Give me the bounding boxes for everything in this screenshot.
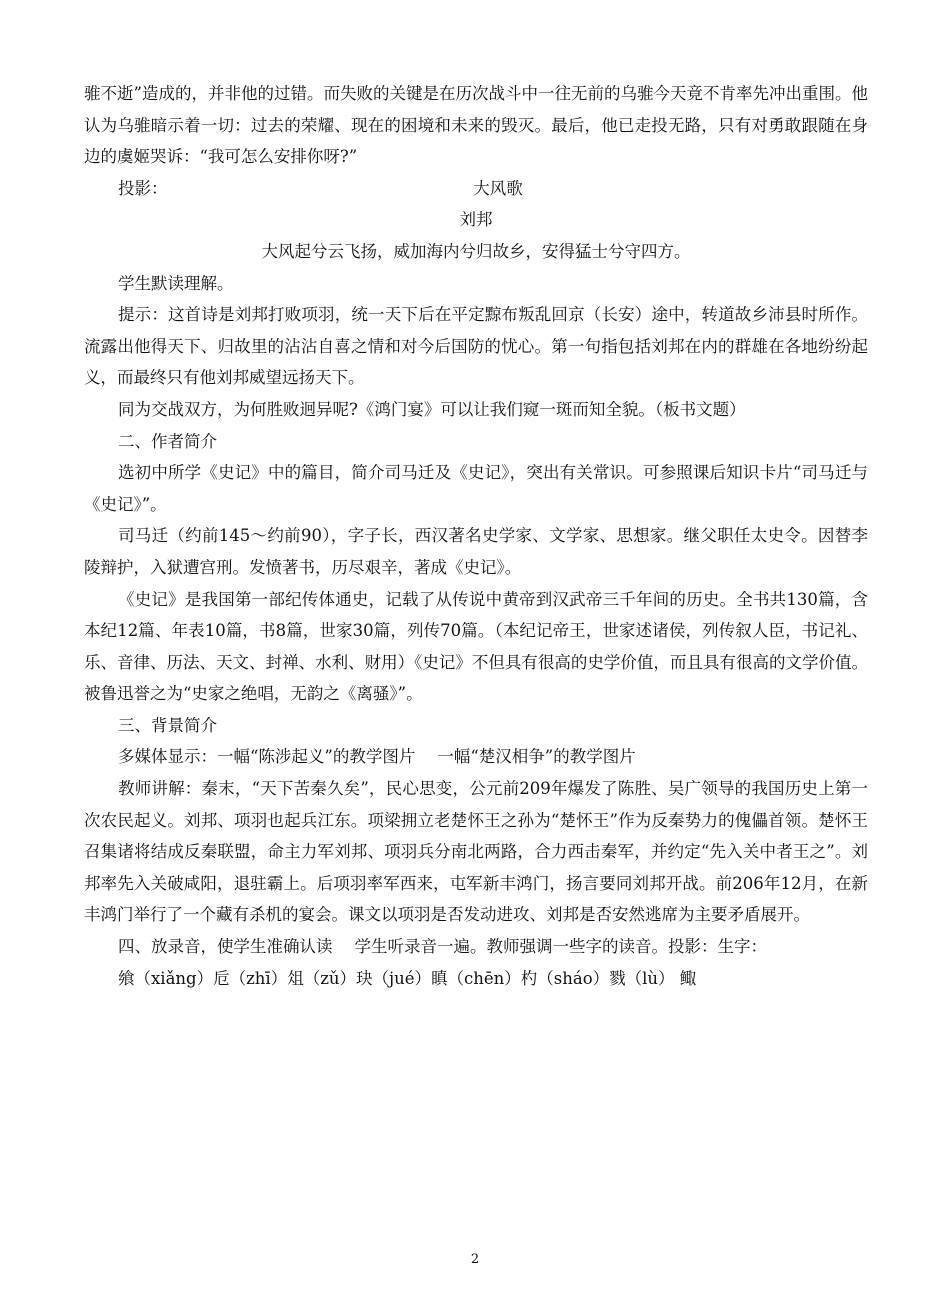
paragraph-recording [84,931,868,963]
poem-text: 大风起兮云飞扬，威加海内兮归故乡，安得猛士兮守四方。 [261,241,691,261]
paragraph-sima-qian: 司马迁（约前145～约前90），字子长，西汉著名史学家、文学家、思想家。继父职任太史令。因替李陵辩护，入狱遭宫刑。发愤著书，历尽艰辛，著成《史记》。 [84,526,868,577]
projection-label: 投影： [118,178,168,198]
projection-poem-title-line [84,173,868,205]
paragraph-hint: 提示：这首诗是刘邦打败项羽，统一天下后在平定黥布叛乱回京（长安）途中，转道故乡沛县时所作。流露出他得天下、归故里的沾沾自喜之情和对今后国防的忧心。第一句指包括刘邦在内的群雄在各地纷纷起义，而最终只有他刘邦威望远扬天下。 [84,305,868,388]
paragraph-silent-reading: 学生默读理解。 [118,273,234,293]
paragraph-pronunciation-list: 飨（xiǎng）卮（zhī）俎（zǔ）玦（jué）瞋（chēn）杓（sháo）戮（lù） 鲰 [118,968,697,988]
page-number: 2 [470,1252,480,1267]
multimedia-image-1: 多媒体显示：一幅“陈涉起义”的教学图片 [118,747,416,767]
section-heading-author: 二、作者简介 [118,431,217,451]
paragraph-wuzhui-continuation: 骓不逝”造成的，并非他的过错。而失败的关键是在历次战斗中一往无前的乌骓今天竟不肯率先冲出重围。他认为乌骓暗示着一切：过去的荣耀、现在的困境和未来的毁灭。最后，他已走投无路，只有对勇敢跟随在身边的虞姬哭诉：“我可怎么安排你呀?” [84,84,868,167]
paragraph-question: 同为交战双方，为何胜败迥异呢?《鸿门宴》可以让我们窥一斑而知全貌。（板书文题） [118,399,746,419]
multimedia-image-2: 一幅“楚汉相争”的教学图片 [437,747,636,767]
section-heading-recording: 四、放录音，使学生准确认读 [118,937,333,957]
paragraph-teacher-explanation: 教师讲解：秦末，“天下苦秦久矣”，民心思变，公元前209年爆发了陈胜、吴广领导的我国历史上第一次农民起义。刘邦、项羽也起兵江东。项梁拥立老楚怀王之孙为“楚怀王”作为反秦势力的傀儡首领。楚怀王召集诸将结成反秦联盟，命主力军刘邦、项羽兵分南北两路，合力西击秦军，并约定“先入关中者王之”。刘邦率先入关破咸阳，退驻霸上。后项羽率军西来，屯军新丰鸿门，扬言要同刘邦开战。前206年12月，在新丰鸿门举行了一个藏有杀机的宴会。课文以项羽是否发动进攻、刘邦是否安然逃席为主要矛盾展开。 [84,779,868,925]
paragraph-author-intro: 选初中所学《史记》中的篇目，简介司马迁及《史记》，突出有关常识。可参照课后知识卡片“司马迁与《史记》”。 [84,463,868,514]
page-body [84,78,868,994]
paragraph-shiji: 《史记》是我国第一部纪传体通史，记载了从传说中黄帝到汉武帝三千年间的历史。全书共130篇，含本纪12篇、年表10篇，书8篇，世家30篇，列传70篇。（本纪记帝王，世家述诸侯，列传叙人臣，书记礼、乐、音律、历法、天文、封禅、水利、财用）《史记》不但具有很高的史学价值，而且具有很高的文学价值。被鲁迅誉之为“史家之绝唱，无韵之《离骚》”。 [84,589,868,704]
section-heading-background: 三、背景简介 [118,715,217,735]
paragraph-multimedia [84,741,868,773]
poem-author: 刘邦 [459,210,493,230]
poem-title: 大风歌 [473,178,523,198]
recording-instructions: 学生听录音一遍。教师强调一些字的读音。投影：生字： [354,937,767,957]
